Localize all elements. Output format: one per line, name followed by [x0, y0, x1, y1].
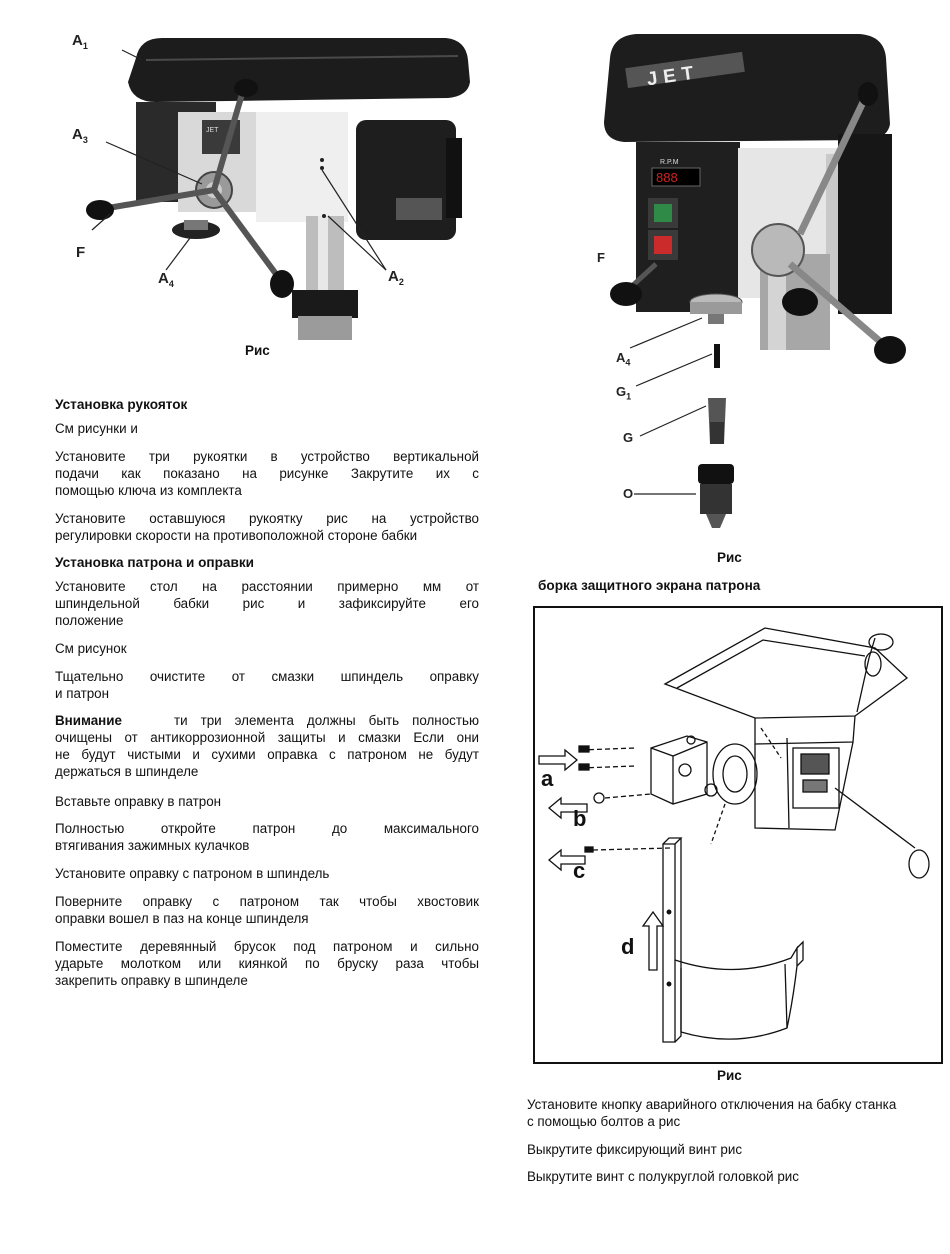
label-a3: $A_3$ — [72, 126, 88, 145]
label-a4-2: $A_4$ — [616, 350, 631, 368]
label-f2: F — [597, 250, 605, 265]
label-c: c — [573, 858, 586, 883]
label-a: a — [541, 766, 554, 791]
svg-text:JET: JET — [206, 127, 219, 134]
label-g1: $G_1$ — [616, 384, 632, 402]
figure-2-caption: Рис — [717, 550, 742, 565]
brand-logo-text: JET — [645, 62, 701, 91]
label-o: O — [623, 486, 634, 501]
para-install-three-handles: Установите три рукоятки в устройство вертикальной подачи как показано на рисунке Закрутите их с помощью ключа из комплекта — [55, 449, 479, 498]
label-a4: $A_4$ — [158, 270, 174, 289]
para-warning: Внимание ти три элемента должны быть полностью очищены от антикоррозионной защиты и смазки Если они не будут чистыми и сухими оправка с патроном не будут держаться в шпинделе — [55, 713, 479, 779]
label-d: d — [621, 934, 635, 959]
label-g: G — [623, 430, 634, 445]
figure-2 — [590, 14, 950, 546]
drill-press-head-illustration — [66, 20, 486, 340]
label-f: F — [76, 244, 86, 261]
para-open-chuck: Полностью откройте патрон до максимального втягивания зажимных кулачков — [55, 821, 479, 853]
figure-3-frame — [533, 606, 943, 1064]
jet-drill-head-illustration — [590, 14, 950, 546]
warning-label: Внимание — [55, 713, 122, 728]
para-see-figure: См рисунок — [55, 641, 127, 656]
label-b: b — [573, 806, 587, 831]
para-install-emergency-button: Установите кнопку аварийного отключения на бабку станка с помощью болтов а рис — [527, 1097, 897, 1129]
para-unscrew-fixing-screw: Выкрутите фиксирующий винт рис — [527, 1142, 743, 1157]
heading-install-handles: Установка рукояток — [55, 397, 188, 412]
heading-install-chuck: Установка патрона и оправки — [55, 555, 255, 570]
para-clean-spindle: Тщательно очистите от смазки шпиндель оправку и патрон — [55, 669, 479, 701]
para-rotate-arbor: Поверните оправку с патроном так чтобы хвостовик оправки вошел в паз на конце шпинделя — [55, 894, 479, 926]
para-wood-block: Поместите деревянный брусок под патроном и сильно ударьте молотком или киянкой по бруску раза чтобы закрепить оправку в шпинделе — [55, 939, 479, 988]
figure-1-caption: Рис — [245, 343, 270, 358]
para-install-remaining-handle: Установите оставшуюся рукоятку рис на устройство регулировки скорости на противоположной стороне бабки — [55, 511, 479, 543]
rpm-label: R.P.M — [660, 159, 679, 166]
figure-3-caption: Рис — [717, 1068, 742, 1083]
figure-1 — [66, 20, 486, 340]
chuck-guard-assembly-diagram — [535, 608, 941, 1062]
label-a1: $A_1$ — [72, 32, 88, 51]
para-install-arbor-spindle: Установите оправку с патроном в шпиндель — [55, 866, 330, 881]
para-table-distance: Установите стол на расстоянии примерно мм от шпиндельной бабки рис и зафиксируйте его положение — [55, 579, 479, 628]
label-a2: $A_2$ — [388, 268, 404, 287]
para-unscrew-round-head-screw: Выкрутите винт с полукруглой головкой рис — [527, 1169, 799, 1184]
figure-3-title: борка защитного экрана патрона — [538, 578, 761, 593]
para-see-figures: См рисунки и — [55, 421, 138, 436]
svg-text:888: 888 — [656, 170, 678, 185]
para-insert-arbor: Вставьте оправку в патрон — [55, 794, 222, 809]
